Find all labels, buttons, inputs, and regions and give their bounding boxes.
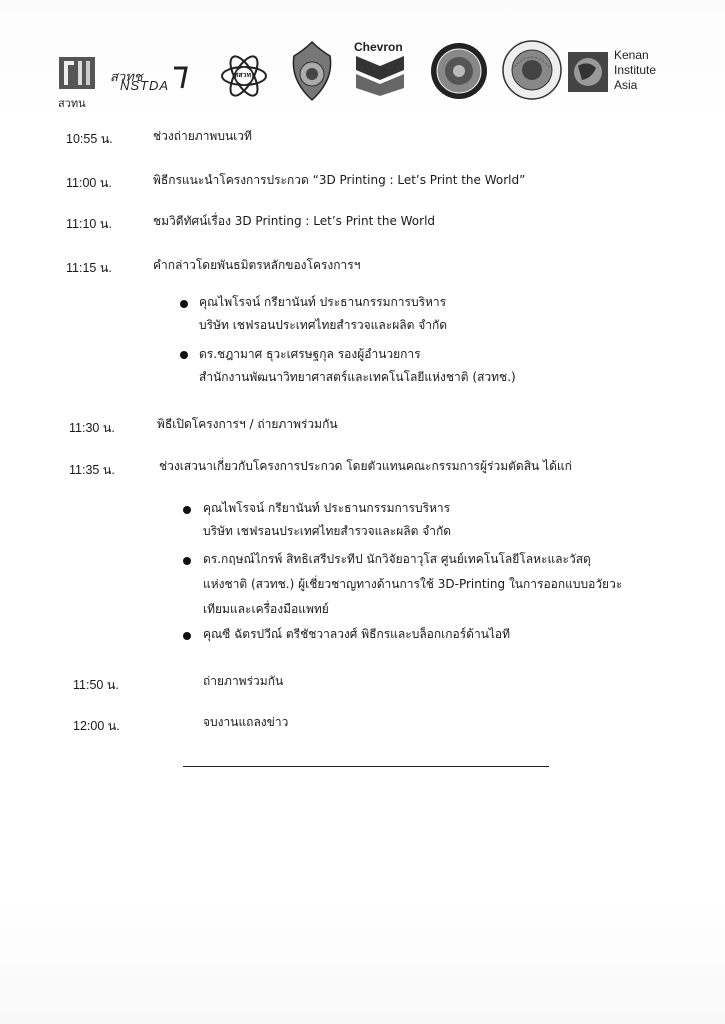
- schedule-time: 11:30 น.: [69, 421, 115, 435]
- schedule-time: 11:00 น.: [66, 176, 112, 190]
- panel-line: เทียมและเครื่องมือแพทย์: [203, 602, 329, 616]
- nstda-text: NSTDA: [120, 78, 170, 93]
- panel-line: แห่งชาติ (สวทช.) ผู้เชี่ยวชาญทางด้านการใช้ 3D-Printing ในการออกแบบอวัยวะ: [203, 577, 623, 591]
- speaker-line: คุณไพโรจน์ กรียานันท์ ประธานกรรมการบริหาร: [199, 295, 447, 309]
- schedule-desc: ถ่ายภาพร่วมกัน: [203, 674, 284, 688]
- bullet-icon: [183, 506, 191, 514]
- ipst-caption: สสวท: [234, 72, 252, 79]
- ipst-atom-icon: [220, 52, 268, 100]
- speaker-line: ดร.ชฎามาศ ธุวะเศรษฐกุล รองผู้อำนวยการ: [199, 347, 421, 361]
- kenan-line-3: Asia: [614, 78, 638, 92]
- panel-line: บริษัท เชฟรอนประเทศไทยสำรวจและผลิต จำกัด: [203, 524, 452, 538]
- nstda-logo-icon: [110, 66, 190, 96]
- bullet-icon: [180, 351, 188, 359]
- bullet-icon: [183, 632, 191, 640]
- closing-rule: [183, 766, 549, 767]
- schedule-desc: ช่วงเสวนาเกี่ยวกับโครงการประกวด โดยตัวแทนคณะกรรมการผู้ร่วมตัดสิน ได้แก่: [159, 459, 572, 473]
- sti-logo-icon: [58, 56, 96, 108]
- panel-line: คุณไพโรจน์ กรียานันท์ ประธานกรรมการบริหาร: [203, 501, 451, 515]
- kenan-globe-icon: [568, 48, 668, 96]
- nstda-thai-text: สวทช: [110, 69, 143, 84]
- schedule-desc: ชมวิดีทัศน์เรื่อง 3D Printing : Let’s Print the World: [153, 214, 436, 228]
- education-seal-icon: [430, 42, 488, 100]
- bullet-icon: [180, 300, 188, 308]
- logo-strip: [56, 38, 676, 108]
- dsd-seal-icon: [502, 40, 562, 102]
- schedule-time: 11:50 น.: [73, 678, 119, 692]
- panel-line: ดร.กฤษณ์ไกรพ์ สิทธิเสรีประทีป นักวิจัยอาวุโส ศูนย์เทคโนโลยีโลหะและวัสดุ: [203, 552, 591, 566]
- ministry-seal-icon: [290, 40, 334, 102]
- speaker-line: บริษัท เชฟรอนประเทศไทยสำรวจและผลิต จำกัด: [199, 318, 448, 332]
- sti-caption: สวทน: [58, 98, 86, 110]
- schedule-desc: คำกล่าวโดยพันธมิตรหลักของโครงการฯ: [153, 258, 361, 272]
- kenan-line-2: Institute: [614, 63, 657, 77]
- schedule-desc: ช่วงถ่ายภาพบนเวที: [153, 129, 252, 143]
- schedule-time: 10:55 น.: [66, 132, 113, 146]
- schedule-time: 11:10 น.: [66, 217, 112, 231]
- bullet-icon: [183, 557, 191, 565]
- schedule-time: 11:15 น.: [66, 261, 112, 275]
- panel-line: คุณซี ฉัตรปวีณ์ ตรีชัชวาลวงศ์ พิธีกรและบล็อกเกอร์ด้านไอที: [203, 627, 511, 641]
- chevron-text: Chevron: [354, 40, 403, 54]
- schedule-desc: พิธีกรแนะนำโครงการประกวด “3D Printing : Let’s Print the World”: [153, 173, 526, 187]
- schedule-time: 11:35 น.: [69, 463, 115, 477]
- kenan-line-1: Kenan: [614, 48, 649, 62]
- chevron-logo-icon: [354, 40, 406, 96]
- schedule-desc: จบงานแถลงข่าว: [203, 715, 289, 729]
- speaker-line: สำนักงานพัฒนาวิทยาศาสตร์และเทคโนโลยีแห่งชาติ (สวทช.): [199, 370, 516, 384]
- schedule-time: 12:00 น.: [73, 719, 120, 733]
- schedule-desc: พิธีเปิดโครงการฯ / ถ่ายภาพร่วมกัน: [157, 417, 338, 431]
